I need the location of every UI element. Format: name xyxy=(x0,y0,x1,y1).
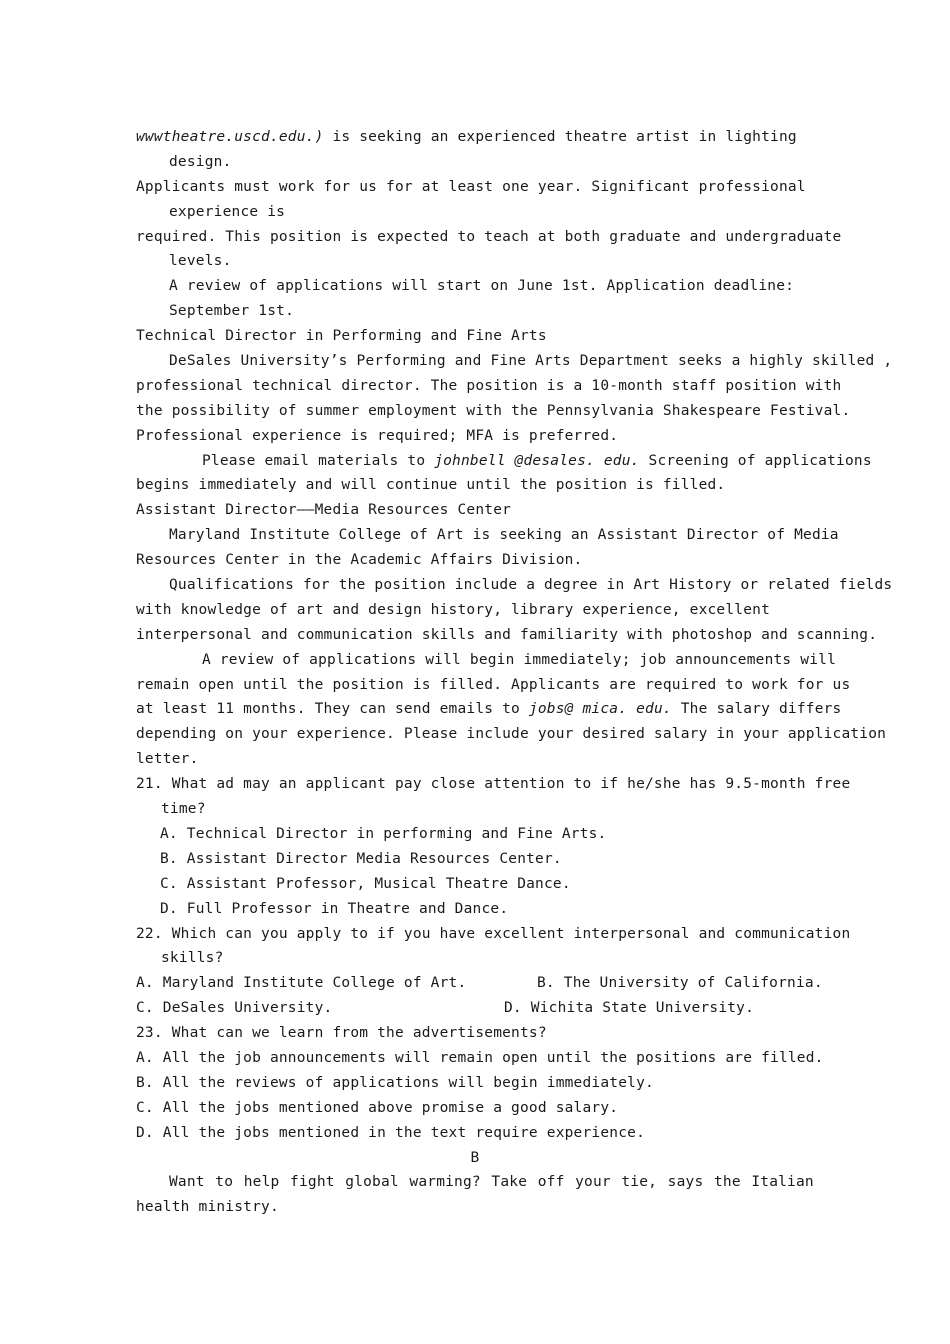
question-23-stem: 23. What can we learn from the advertisements? xyxy=(136,1025,547,1042)
email-link[interactable]: jobs@ mica. edu. xyxy=(528,701,672,718)
text-line: September 1st. xyxy=(169,303,295,320)
q21-option-d: D. Full Professor in Theatre and Dance. xyxy=(160,900,509,917)
text-line: at least 11 months. They can send emails to jobs@ mica. edu. The salary differs xyxy=(136,701,842,718)
text-line: Please email materials to johnbell @desales. edu. Screening of applications xyxy=(202,452,872,469)
text-line: the possibility of summer employment with the Pennsylvania Shakespeare Festival. xyxy=(136,402,851,419)
question-21-stem: 21. What ad may an applicant pay close attention to if he/she has 9.5-month free xyxy=(136,776,851,793)
q22-options-row xyxy=(136,971,826,996)
text-line: remain open until the position is filled. Applicants are required to work for us xyxy=(136,676,851,693)
text-line: A review of applications will start on June 1st. Application deadline: xyxy=(169,278,795,295)
q22-option-d: D. Wichita State University. xyxy=(504,1000,755,1017)
text-line: Maryland Institute College of Art is seeking an Assistant Director of Media xyxy=(169,527,839,544)
q21-option-a: A. Technical Director in performing and Fine Arts. xyxy=(160,825,607,842)
text-line: experience is xyxy=(169,203,286,220)
text-line: DeSales University’s Performing and Fine Arts Department seeks a highly skilled , xyxy=(169,353,893,370)
question-21-stem-cont: time? xyxy=(161,801,206,818)
text-line: required. This position is expected to teach at both graduate and undergraduate xyxy=(136,228,842,245)
part-b-line: Want to help fight global warming? Take off your tie, says the Italian xyxy=(169,1174,814,1191)
q21-option-b: B. Assistant Director Media Resources Center. xyxy=(160,850,562,867)
q22-option-b: B. The University of California. xyxy=(537,975,823,992)
ad-title-technical-director: Technical Director in Performing and Fine Arts xyxy=(136,328,547,345)
email-link[interactable]: johnbell @desales. edu. xyxy=(434,452,640,469)
text-line: Qualifications for the position include a degree in Art History or related fields xyxy=(169,577,893,594)
theatre-url: wwwtheatre.uscd.edu.) xyxy=(136,129,324,145)
q21-option-c: C. Assistant Professor, Musical Theatre Dance. xyxy=(160,875,571,892)
q22-option-a: A. Maryland Institute College of Art. xyxy=(136,975,467,992)
text-line: A review of applications will begin immediately; job announcements will xyxy=(202,651,837,668)
text-line: Resources Center in the Academic Affairs Division. xyxy=(136,552,583,569)
q23-option-c: C. All the jobs mentioned above promise a good salary. xyxy=(136,1099,619,1116)
text-line: design. xyxy=(169,153,232,170)
text-line: interpersonal and communication skills and familiarity with photoshop and scanning. xyxy=(136,626,878,643)
q23-option-b: B. All the reviews of applications will begin immediately. xyxy=(136,1074,654,1091)
section-b-label: B xyxy=(470,1149,480,1166)
text-line: with knowledge of art and design history, library experience, excellent xyxy=(136,601,771,618)
url-line: wwwtheatre.uscd.edu.) is seeking an experienced theatre artist in lighting xyxy=(136,129,797,145)
question-22-stem-cont: skills? xyxy=(161,950,224,967)
q22-options-row xyxy=(136,996,826,1021)
text-line: levels. xyxy=(169,253,232,270)
q23-option-d: D. All the jobs mentioned in the text require experience. xyxy=(136,1124,645,1141)
text-line: letter. xyxy=(136,751,199,768)
text-line: professional technical director. The position is a 10-month staff position with xyxy=(136,377,842,394)
text-line: begins immediately and will continue until the position is filled. xyxy=(136,477,726,494)
question-22-stem: 22. Which can you apply to if you have excellent interpersonal and communication xyxy=(136,925,851,942)
part-b-line: health ministry. xyxy=(136,1199,279,1216)
ad-title-assistant-director: Assistant Director——Media Resources Center xyxy=(136,502,512,519)
q23-option-a: A. All the job announcements will remain open until the positions are filled. xyxy=(136,1049,824,1066)
text-line: depending on your experience. Please include your desired salary in your application xyxy=(136,726,887,743)
text-line: Applicants must work for us for at least one year. Significant professional xyxy=(136,178,806,195)
text-line: Professional experience is required; MFA is preferred. xyxy=(136,427,619,444)
q22-option-c: C. DeSales University. xyxy=(136,1000,333,1017)
document-page xyxy=(136,125,893,1220)
